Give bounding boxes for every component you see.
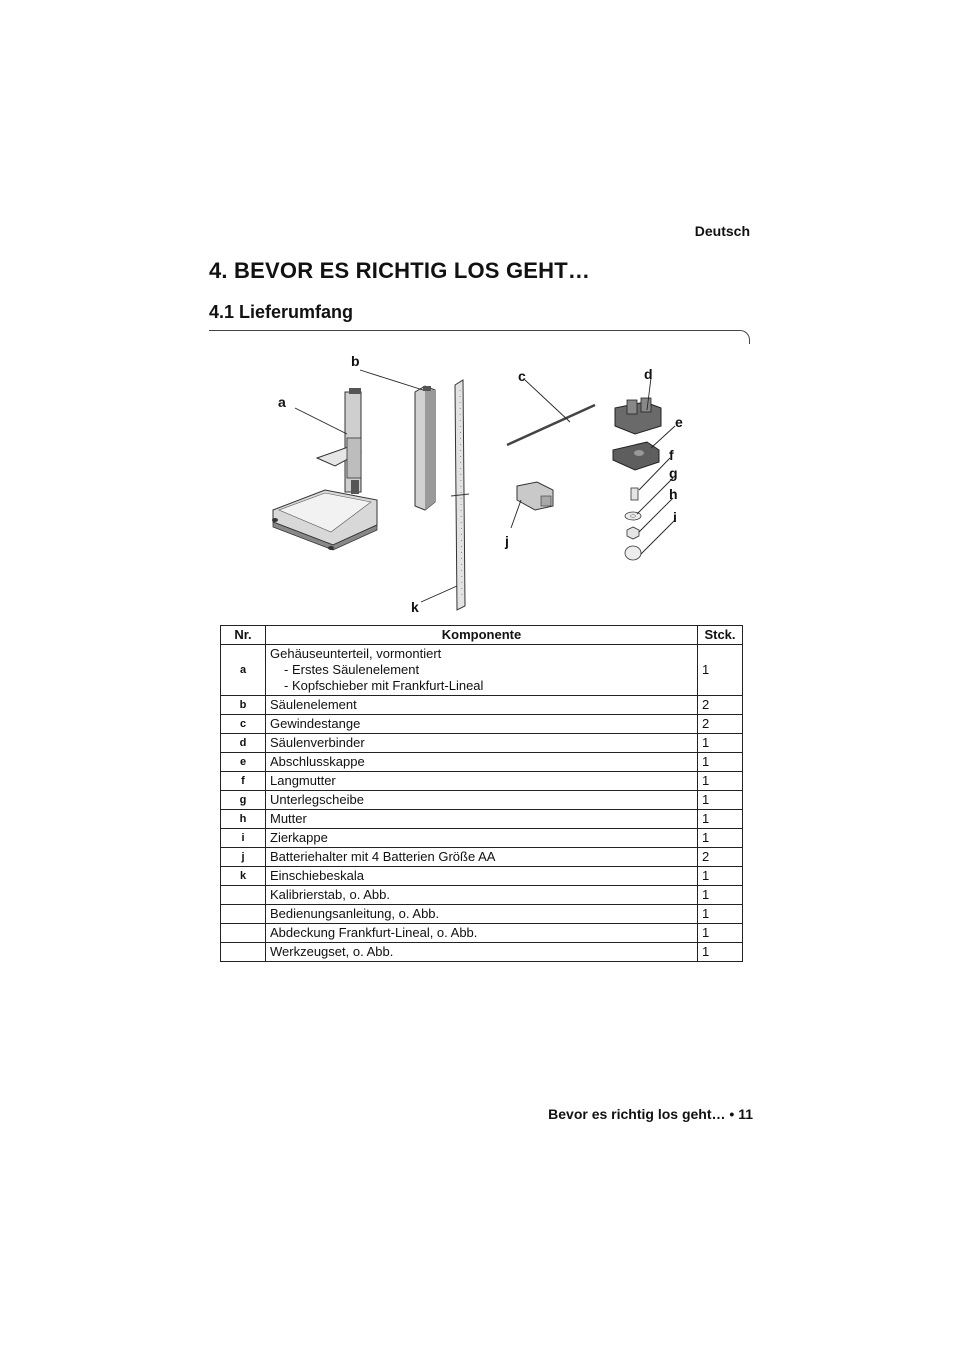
- label-a: a: [278, 394, 286, 410]
- column-header-stck: Stck.: [698, 626, 743, 645]
- row-nr: i: [221, 829, 266, 848]
- table-row: [221, 867, 743, 886]
- part-g-washer: [625, 512, 641, 520]
- row-sub-item: - Erstes Säulenelement: [284, 662, 420, 677]
- row-quantity: 1: [698, 943, 743, 962]
- row-component-label: Gehäuseunterteil, vormontiert: [270, 646, 442, 661]
- row-quantity: 1: [698, 905, 743, 924]
- row-nr: f: [221, 772, 266, 791]
- table-row: [221, 715, 743, 734]
- section-title: 4.1 Lieferumfang: [209, 302, 354, 322]
- row-nr: h: [221, 810, 266, 829]
- row-component: Zierkappe: [266, 829, 698, 848]
- table-row: [221, 810, 743, 829]
- parts-illustration: [255, 350, 705, 620]
- row-component: Abschlusskappe: [266, 753, 698, 772]
- column-header-komponente: Komponente: [266, 626, 698, 645]
- label-h: h: [669, 486, 678, 502]
- part-h-nut: [627, 527, 639, 539]
- table-row: [221, 753, 743, 772]
- row-nr: [221, 905, 266, 924]
- row-quantity: 1: [698, 791, 743, 810]
- table-row: [221, 886, 743, 905]
- label-e: e: [675, 414, 683, 430]
- table-row: [221, 848, 743, 867]
- row-component: Langmutter: [266, 772, 698, 791]
- row-quantity: 1: [698, 924, 743, 943]
- row-quantity: 2: [698, 696, 743, 715]
- language-label: Deutsch: [694, 223, 750, 239]
- row-component: Werkzeugset, o. Abb.: [266, 943, 698, 962]
- row-quantity: 1: [698, 772, 743, 791]
- row-nr: g: [221, 791, 266, 810]
- row-nr: [221, 924, 266, 943]
- row-nr: c: [221, 715, 266, 734]
- part-c-threaded-rod: [507, 405, 595, 445]
- label-f: f: [669, 447, 674, 463]
- row-component: Unterlegscheibe: [266, 791, 698, 810]
- row-nr: b: [221, 696, 266, 715]
- row-component: Säulenverbinder: [266, 734, 698, 753]
- table-row: [221, 924, 743, 943]
- row-sub-item: - Kopfschieber mit Frankfurt-Lineal: [284, 678, 484, 693]
- part-j-battery-holder: [517, 482, 553, 510]
- part-b-column-element: [415, 386, 435, 510]
- row-component: Einschiebeskala: [266, 867, 698, 886]
- table-header-row: [221, 626, 743, 645]
- row-component: Mutter: [266, 810, 698, 829]
- part-e-end-cap: [613, 442, 659, 470]
- row-component: Abdeckung Frankfurt-Lineal, o. Abb.: [266, 924, 698, 943]
- label-d: d: [644, 366, 653, 382]
- row-quantity: 1: [698, 867, 743, 886]
- table-row: [221, 829, 743, 848]
- row-component: Bedienungsanleitung, o. Abb.: [266, 905, 698, 924]
- row-quantity: 1: [698, 734, 743, 753]
- row-quantity: 2: [698, 715, 743, 734]
- label-b: b: [351, 353, 360, 369]
- parts-table: [220, 625, 743, 962]
- part-a-base-unit: [272, 388, 377, 550]
- row-component: [266, 645, 698, 696]
- table-row: [221, 943, 743, 962]
- row-component: Kalibrierstab, o. Abb.: [266, 886, 698, 905]
- row-component: Gewindestange: [266, 715, 698, 734]
- label-j: j: [505, 533, 509, 549]
- part-d-column-connector: [615, 398, 661, 434]
- table-row: [221, 772, 743, 791]
- row-quantity: 1: [698, 645, 743, 696]
- row-quantity: 1: [698, 829, 743, 848]
- row-nr: d: [221, 734, 266, 753]
- table-row: [221, 905, 743, 924]
- row-quantity: 1: [698, 753, 743, 772]
- label-i: i: [673, 509, 677, 525]
- part-f-long-nut: [631, 488, 638, 500]
- row-quantity: 2: [698, 848, 743, 867]
- row-nr: a: [221, 645, 266, 696]
- label-g: g: [669, 465, 678, 481]
- table-row: [221, 734, 743, 753]
- part-k-scale: [451, 380, 469, 610]
- chapter-title: 4. BEVOR ES RICHTIG LOS GEHT…: [209, 258, 591, 283]
- row-nr: [221, 886, 266, 905]
- part-i-decor-cap: [625, 546, 641, 560]
- row-quantity: 1: [698, 810, 743, 829]
- column-header-nr: Nr.: [221, 626, 266, 645]
- table-row: [221, 645, 743, 696]
- row-nr: [221, 943, 266, 962]
- table-row: [221, 696, 743, 715]
- row-quantity: 1: [698, 886, 743, 905]
- label-c: c: [518, 368, 526, 384]
- row-nr: j: [221, 848, 266, 867]
- page-footer: Bevor es richtig los geht… • 11: [548, 1106, 753, 1122]
- label-k: k: [411, 599, 419, 615]
- row-component: Säulenelement: [266, 696, 698, 715]
- row-nr: k: [221, 867, 266, 886]
- row-component: Batteriehalter mit 4 Batterien Größe AA: [266, 848, 698, 867]
- table-row: [221, 791, 743, 810]
- section-divider: [209, 330, 750, 344]
- row-nr: e: [221, 753, 266, 772]
